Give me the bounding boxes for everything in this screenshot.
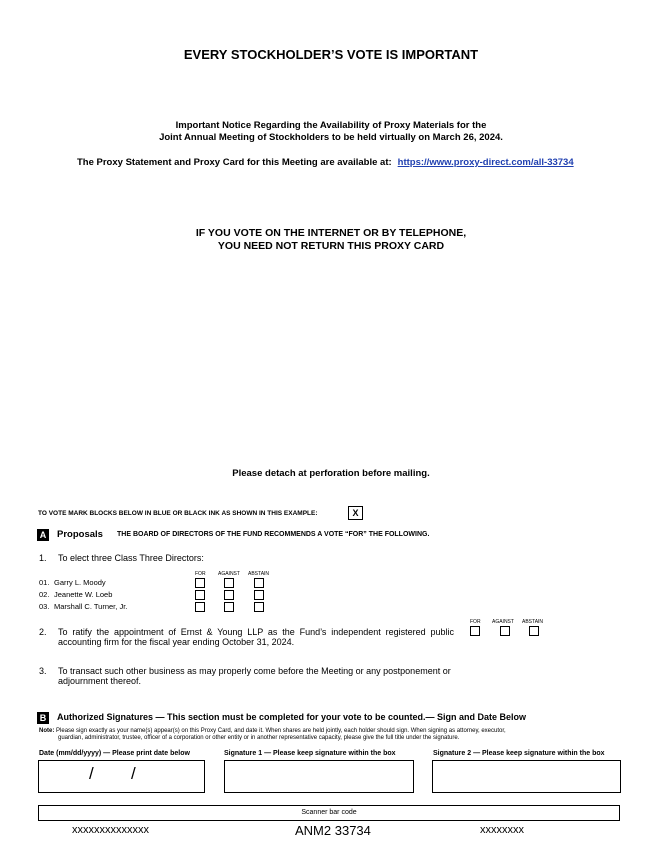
proxy-link[interactable]: https://www.proxy-direct.com/all-33734 [397,157,574,168]
internet-vote-line-2: YOU NEED NOT RETURN THIS PROXY CARD [217,240,445,252]
nominee-3-name: Marshall C. Turner, Jr. [54,602,128,611]
proposal-2-abstain-checkbox[interactable] [529,626,539,636]
code-left: xxxxxxxxxxxxxx [72,824,149,836]
notice-line-1: Important Notice Regarding the Availability of Proxy Materials for the [175,120,487,131]
vote-instruction: TO VOTE MARK BLOCKS BELOW IN BLUE OR BLACK INK AS SHOWN IN THIS EXAMPLE: [38,510,318,517]
board-recommendation: THE BOARD OF DIRECTORS OF THE FUND RECOMMENDS A VOTE “FOR” THE FOLLOWING. [117,531,430,538]
nominee-1-name: Garry L. Moody [54,578,106,587]
signature-note [39,728,624,742]
column-abstain-label: ABSTAIN [248,571,270,577]
nominee-2-against-checkbox[interactable] [224,590,234,600]
code-right: xxxxxxxx [480,824,524,836]
column-for-label: FOR [195,571,206,577]
note-line-2: guardian, administrator, trustee, officer of a corporation or other entity or in another representative capacity, please give the full title under the signature. [58,735,460,741]
proposal-2-line-2: accounting firm for the fiscal year ending October 31, 2024. [58,637,295,647]
example-mark-box: X [348,506,363,520]
nominee-1-abstain-checkbox[interactable] [254,578,264,588]
nominee-3-number: 03. [39,602,50,611]
signature-2-label: Signature 2 — Please keep signature within the box [433,750,605,757]
availability-line [77,157,574,168]
internet-vote-notice [0,227,662,253]
proposal-2-for-checkbox[interactable] [470,626,480,636]
section-a-heading: Proposals [57,529,103,540]
proposal-3-text [58,666,451,686]
proposal-2-for-label: FOR [470,619,481,625]
date-box[interactable] [38,760,205,793]
proposal-2-text [58,627,454,647]
date-slash-1: / [89,764,94,783]
signature-1-box[interactable] [224,760,414,793]
nominee-1-against-checkbox[interactable] [224,578,234,588]
nominee-2-number: 02. [39,590,50,599]
internet-vote-line-1: IF YOU VOTE ON THE INTERNET OR BY TELEPHONE, [195,227,467,239]
nominee-2-for-checkbox[interactable] [195,590,205,600]
proposal-2-against-label: AGAINST [492,619,514,625]
availability-text: The Proxy Statement and Proxy Card for this Meeting are available at: [77,157,392,168]
nominee-3-for-checkbox[interactable] [195,602,205,612]
nominee-3-against-checkbox[interactable] [224,602,234,612]
proposal-3-line-2: adjournment thereof. [58,676,142,686]
nominee-3-abstain-checkbox[interactable] [254,602,264,612]
note-line-1: Please sign exactly as your name(s) appear(s) on this Proxy Card, and date it. When shares are held jointly, each holder should sign. When signing as attorney, executor, [56,728,506,734]
date-label: Date (mm/dd/yyyy) — Please print date below [39,750,190,757]
section-a-badge: A [37,529,49,541]
proposal-2-against-checkbox[interactable] [500,626,510,636]
proposal-1-text: To elect three Class Three Directors: [58,553,204,563]
section-b-badge: B [37,712,49,724]
column-against-label: AGAINST [218,571,240,577]
proposal-2-number: 2. [39,627,47,637]
proposal-3-number: 3. [39,666,47,676]
signature-2-box[interactable] [432,760,621,793]
proposal-2-abstain-label: ABSTAIN [522,619,544,625]
notice-line-2: Joint Annual Meeting of Stockholders to be held virtually on March 26, 2024. [159,132,503,143]
proxy-notice [0,120,662,144]
date-slash-2: / [131,764,136,783]
proposal-3-line-1: To transact such other business as may properly come before the Meeting or any postponement or [58,666,451,676]
section-b-heading: Authorized Signatures — This section must be completed for your vote to be counted.— Sign and Date Below [57,712,527,722]
nominee-1-number: 01. [39,578,50,587]
proposal-1-number: 1. [39,553,47,563]
detach-instruction: Please detach at perforation before mailing. [232,468,430,479]
signature-1-label: Signature 1 — Please keep signature within the box [224,750,396,757]
scanner-bar-code: Scanner bar code [38,805,620,821]
code-center: ANM2 33734 [295,823,371,838]
page-title: EVERY STOCKHOLDER’S VOTE IS IMPORTANT [183,47,479,62]
nominee-2-name: Jeanette W. Loeb [54,590,113,599]
note-label: Note: [39,728,55,734]
proposal-2-line-1: To ratify the appointment of Ernst & Young LLP as the Fund’s independent registered public [58,627,454,637]
nominee-1-for-checkbox[interactable] [195,578,205,588]
nominee-2-abstain-checkbox[interactable] [254,590,264,600]
